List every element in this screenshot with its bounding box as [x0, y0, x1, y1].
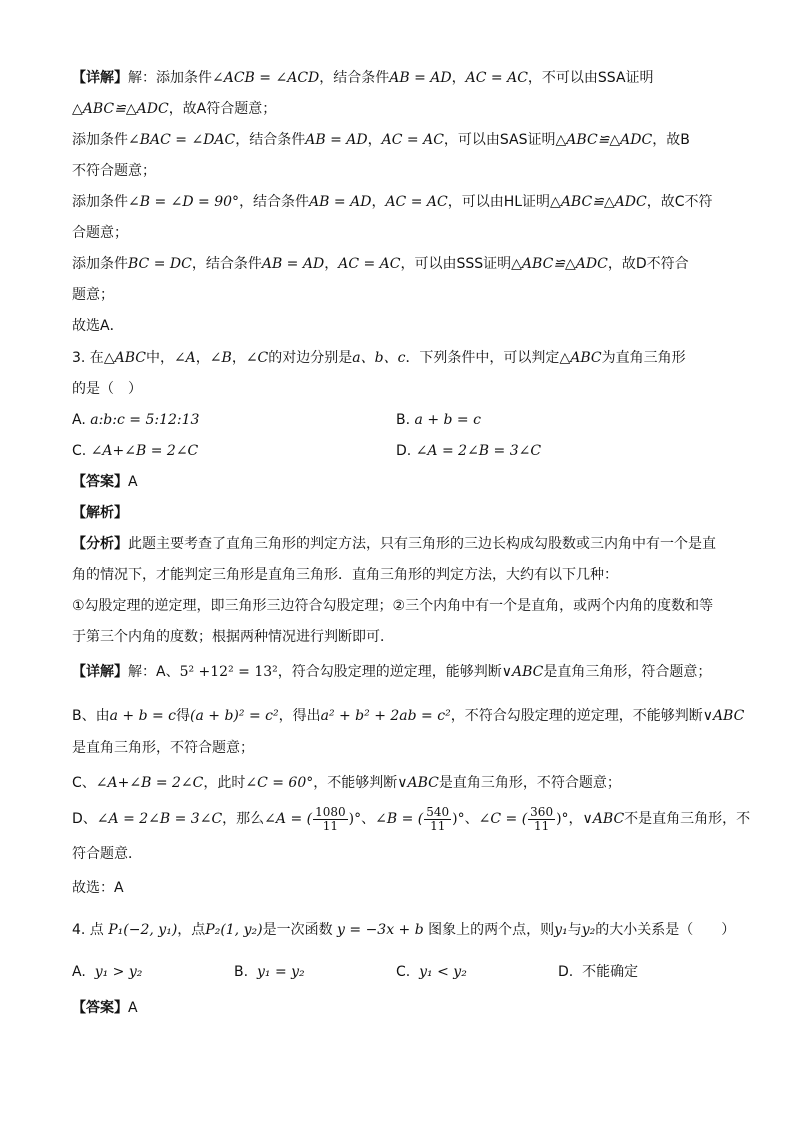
math: P₁(−2, y₁) — [108, 922, 178, 938]
text: D、 — [72, 811, 97, 827]
answer-value: A — [128, 1000, 138, 1016]
answer-tag: 【答案】 — [72, 1000, 128, 1016]
text: ， — [451, 70, 466, 86]
q3-fx-line-3: ①勾股定理的逆定理，即三角形三边符合勾股定理；②三个内角中有一个是直角，或两个内角的度数和等 — [72, 598, 714, 614]
text: 不是直角三角形，不 — [624, 811, 751, 827]
text: 是直角三角形，不符合题意； — [438, 775, 621, 791]
fraction-c — [528, 806, 555, 833]
text: 得 — [176, 708, 191, 724]
math: P₂(1, y₂) — [205, 922, 263, 938]
math: a + b = c — [109, 708, 177, 724]
math: 5² +12² = 13² — [179, 664, 278, 680]
fraction-denominator: 11 — [322, 818, 339, 833]
detail-line-9: 故选A． — [72, 318, 124, 334]
fraction-numerator: 1080 — [315, 804, 346, 819]
text: ， — [371, 194, 386, 210]
q4-answer — [72, 998, 138, 1018]
math: a² + b² + 2ab = c² — [320, 708, 451, 724]
text: ，符合勾股定理的逆定理，能够判断 — [277, 664, 502, 680]
text: ， — [367, 132, 382, 148]
option-text: ∠A+∠B = 2∠C — [90, 443, 199, 459]
math: ∠A+∠B = 2∠C — [95, 775, 204, 791]
detail-line-4: 不符合题意； — [72, 163, 156, 179]
math: ∠B = ∠D = 90° — [128, 194, 240, 210]
text: 的大小关系是（ ） — [595, 922, 736, 938]
option-label: B. — [234, 964, 249, 980]
option-label: B. — [396, 412, 411, 428]
text: 添加条件 — [72, 132, 128, 148]
math: ∠ACB = ∠ACD — [212, 70, 320, 86]
math: AC = AC — [338, 256, 401, 272]
text: 是直角三角形，符合题意； — [543, 664, 712, 680]
math: AB = AD — [305, 132, 368, 148]
math: AB = AD — [389, 70, 452, 86]
text: ，故A符合题意； — [168, 101, 277, 117]
q3-fx-line-1 — [72, 534, 716, 554]
option-label: A. — [72, 412, 86, 428]
text: ．下列条件中，可以判定 — [405, 350, 560, 366]
fraction-a — [313, 806, 348, 833]
text: ，得出 — [278, 708, 321, 724]
option-label: D. — [396, 443, 412, 459]
text: 中， — [145, 350, 174, 366]
text: ，不符合勾股定理的逆定理，不能够判断 — [450, 708, 703, 724]
text: ，结合条件 — [319, 70, 390, 86]
math: ∨ABC — [702, 708, 745, 724]
text: 4. 点 — [72, 922, 104, 938]
math: ∠B — [209, 350, 232, 366]
text: ，不可以由SSA证明 — [527, 70, 654, 86]
text: ，可以由HL证明 — [447, 194, 551, 210]
fraction-denominator: 11 — [430, 818, 446, 833]
q3-fx-line-4: 于第三个内角的度数；根据两种情况进行判断即可． — [72, 629, 394, 645]
text: ，结合条件 — [191, 256, 262, 272]
math: ∠A = ( — [264, 811, 313, 827]
option-label: C. — [72, 443, 87, 459]
text: 为直角三角形 — [601, 350, 686, 366]
option-text: y₁ > y₂ — [94, 964, 143, 980]
math: ∠C = 60° — [245, 775, 314, 791]
math: y = −3x + b — [337, 922, 424, 938]
math: (a + b)² = c² — [190, 708, 279, 724]
math: ∠C = ( — [478, 811, 528, 827]
text: B、由 — [72, 708, 110, 724]
text: 、 — [464, 811, 479, 827]
math: ∠BAC = ∠DAC — [128, 132, 236, 148]
math: ∠A — [173, 350, 196, 366]
q3-detail-b — [72, 706, 744, 726]
q3-option-d[interactable] — [396, 441, 541, 461]
detail-line-6: 合题意； — [72, 225, 128, 241]
detail-tag: 【详解】 — [72, 664, 128, 680]
option-text: a + b = c — [414, 412, 481, 428]
text: ，故C不符 — [646, 194, 713, 210]
text: ，故D不符合 — [607, 256, 689, 272]
answer-value: A — [128, 474, 138, 490]
detail-line-5 — [72, 192, 713, 212]
detail-line-3 — [72, 130, 690, 150]
text: 添加条件 — [72, 256, 128, 272]
q3-answer — [72, 472, 138, 492]
math: )° — [452, 811, 465, 827]
math: AB = AD — [261, 256, 325, 272]
math: ∠A = 2∠B = 3∠C — [96, 811, 223, 827]
option-label: C. — [396, 964, 411, 980]
q3-option-a[interactable] — [72, 410, 199, 430]
detail-line-1 — [72, 68, 654, 88]
option-text: a:b:c = 5:12:13 — [90, 412, 200, 428]
math: a、b、c — [352, 350, 406, 366]
text: ，故B — [652, 132, 690, 148]
fraction-numerator: 540 — [426, 804, 450, 819]
math: ∨ABC — [582, 811, 625, 827]
math: AC = AC — [385, 194, 448, 210]
fraction-denominator: 11 — [533, 818, 550, 833]
math: ∨ABC — [501, 664, 544, 680]
q3-option-c[interactable] — [72, 441, 198, 461]
text: ，结合条件 — [235, 132, 306, 148]
text: 图象上的两个点，则 — [428, 922, 555, 938]
text: 3. 在 — [72, 350, 104, 366]
option-text: 不能确定 — [582, 964, 639, 980]
detail-line-2 — [72, 99, 276, 119]
math: )° — [348, 811, 362, 827]
math: AB = AD — [309, 194, 372, 210]
text: ，可以由SSS证明 — [400, 256, 512, 272]
text: 与 — [567, 922, 582, 938]
math: y₁ — [554, 922, 568, 938]
q3-stem-line-2: 的是（ ） — [72, 381, 142, 397]
text: ，此时 — [203, 775, 246, 791]
math: △ABC≌△ADC — [555, 132, 653, 148]
answer-tag: 【答案】 — [72, 474, 128, 490]
q4-stem — [72, 920, 735, 940]
option-label: D. — [558, 964, 574, 980]
option-text: y₁ < y₂ — [419, 964, 467, 980]
math: ∠B = ( — [375, 811, 424, 827]
text: 解：A、 — [128, 664, 180, 680]
text: ， — [568, 811, 583, 827]
q4-option-a[interactable] — [72, 962, 142, 982]
math: )° — [556, 811, 569, 827]
text: 添加条件 — [72, 194, 128, 210]
text: 、 — [361, 811, 376, 827]
option-text: ∠A = 2∠B = 3∠C — [415, 443, 542, 459]
text: ，不能够判断 — [313, 775, 398, 791]
q4-option-c[interactable] — [396, 962, 467, 982]
detail-line-8: 题意； — [72, 287, 114, 303]
q3-detail-d — [72, 804, 750, 834]
math: △ABC≌△ADC — [550, 194, 647, 210]
math: △ABC — [103, 350, 146, 366]
option-text: y₁ = y₂ — [256, 964, 305, 980]
q3-option-b[interactable] — [396, 410, 481, 430]
fraction-numerator: 360 — [530, 804, 554, 819]
q3-detail-d-2: 符合题意． — [72, 846, 142, 862]
q4-option-d[interactable] — [558, 962, 638, 982]
q4-option-b[interactable] — [234, 962, 305, 982]
q3-analysis-tag: 【解析】 — [72, 505, 128, 521]
text: ， — [195, 350, 210, 366]
math: y₂ — [581, 922, 596, 938]
math: BC = DC — [128, 256, 192, 272]
analysis-tag: 【分析】 — [72, 536, 128, 552]
text: ，那么 — [222, 811, 265, 827]
math: △ABC≌△ADC — [511, 256, 608, 272]
math: AC = AC — [381, 132, 444, 148]
text: 的对边分别是 — [268, 350, 353, 366]
q3-detail-c — [72, 773, 621, 793]
q3-choose: 故选：A — [72, 880, 124, 896]
text: ，可以由SAS证明 — [443, 132, 556, 148]
text: 解：添加条件 — [128, 70, 212, 86]
text: ， — [324, 256, 339, 272]
detail-tag: 【详解】 — [72, 70, 128, 86]
math: ∨ABC — [397, 775, 439, 791]
text: 是一次函数 — [262, 922, 333, 938]
text: C、 — [72, 775, 96, 791]
q3-stem-line-1 — [72, 348, 686, 368]
text: ，点 — [177, 922, 206, 938]
option-label: A. — [72, 964, 86, 980]
text: 此题主要考查了直角三角形的判定方法，只有三角形的三边长构成勾股数或三内角中有一个是直 — [128, 536, 716, 552]
math: ∠C — [245, 350, 269, 366]
math: △ABC — [559, 350, 602, 366]
text: ， — [231, 350, 246, 366]
detail-line-7 — [72, 254, 689, 274]
q3-detail-b-2: 是直角三角形，不符合题意； — [72, 740, 254, 756]
text: ，结合条件 — [239, 194, 310, 210]
q3-detail-a — [72, 662, 711, 682]
q3-fx-line-2: 角的情况下，才能判定三角形是直角三角形．直角三角形的判定方法，大约有以下几种： — [72, 567, 618, 583]
fraction-b — [424, 806, 451, 833]
math: △ABC≌△ADC — [72, 101, 169, 117]
math: AC = AC — [465, 70, 528, 86]
